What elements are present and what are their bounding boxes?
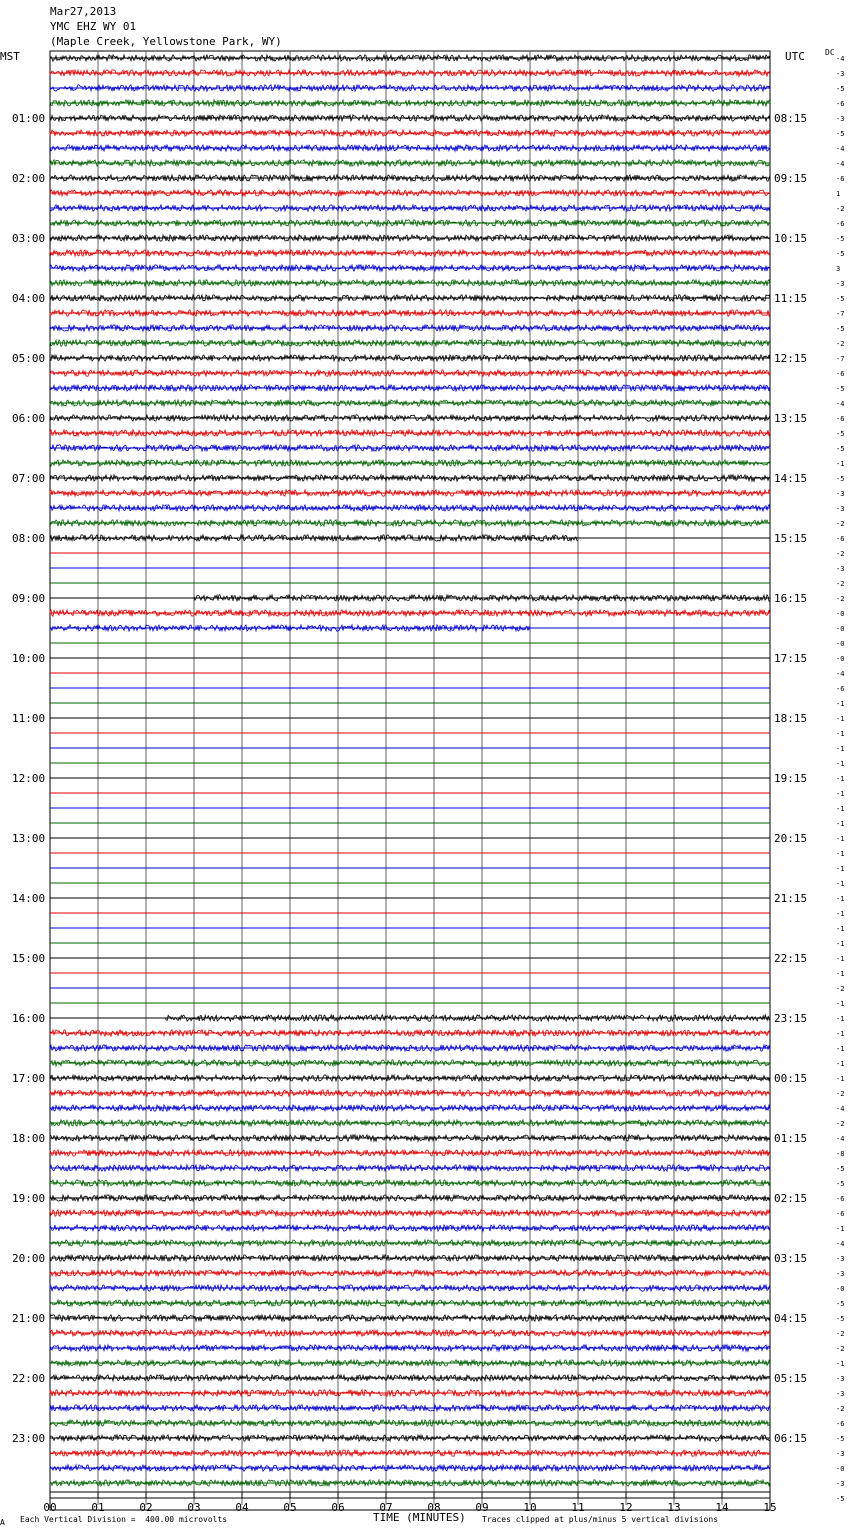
dc-offset-label: -5 [836,85,845,93]
x-tick-label: 15 [763,1501,777,1514]
dc-offset-label: -0 [836,1285,845,1293]
dc-offset-label: 1 [836,190,841,198]
right-hour-label: 00:15 [774,1072,808,1085]
x-tick-label: 05 [283,1501,297,1514]
x-tick-label: 08 [427,1501,441,1514]
dc-offset-label: -5 [836,445,845,453]
dc-offset-label: -6 [836,175,845,183]
dc-offset-label: -0 [836,1465,845,1473]
right-hour-label: 23:15 [774,1012,808,1025]
left-hour-label: 08:00 [12,532,46,545]
dc-offset-label: -4 [836,145,845,153]
right-hour-label: 19:15 [774,772,808,785]
dc-offset-label: -4 [836,160,845,168]
dc-offset-label: -1 [836,1060,845,1068]
dc-offset-label: -3 [836,505,845,513]
dc-offset-label: -3 [836,1375,845,1383]
dc-offset-label: -6 [836,100,845,108]
x-tick-label: 14 [715,1501,729,1514]
right-hour-label: 10:15 [774,232,808,245]
dc-offset-label: -1 [836,865,845,873]
dc-offset-label: -4 [836,670,845,678]
dc-offset-label: -1 [836,910,845,918]
dc-offset-label: -1 [836,835,845,843]
x-tick-label: 01 [91,1501,105,1514]
x-tick-label: 04 [235,1501,249,1514]
left-hour-label: 15:00 [12,952,46,965]
dc-offset-label: -0 [836,640,845,648]
dc-offset-label: -1 [836,955,845,963]
right-hour-label: 03:15 [774,1252,808,1265]
dc-offset-label: -3 [836,70,845,78]
right-hour-label: 08:15 [774,112,808,125]
x-tick-label: 07 [379,1501,393,1514]
trace-signal [50,265,770,271]
right-hour-label: 06:15 [774,1432,808,1445]
x-tick-label: 11 [571,1501,585,1514]
dc-offset-label: -5 [836,1495,845,1503]
dc-offset-label: -4 [836,55,845,63]
left-hour-label: 18:00 [12,1132,46,1145]
dc-offset-label: -1 [836,820,845,828]
dc-offset-label: -1 [836,940,845,948]
left-hour-label: 12:00 [12,772,46,785]
right-hour-label: 20:15 [774,832,808,845]
dc-offset-label: -2 [836,1405,845,1413]
dc-offset-label: -4 [836,400,845,408]
dc-offset-label: -3 [836,1480,845,1488]
dc-offset-label: -6 [836,370,845,378]
dc-offset-label: -2 [836,1120,845,1128]
dc-label: DC [825,48,835,57]
left-hour-label: 17:00 [12,1072,46,1085]
x-tick-label: 02 [139,1501,153,1514]
dc-offset-label: -4 [836,1240,845,1248]
dc-offset-label: -2 [836,520,845,528]
right-hour-label: 13:15 [774,412,808,425]
right-hour-label: 18:15 [774,712,808,725]
dc-offset-label: -1 [836,1360,845,1368]
dc-offset-label: -0 [836,610,845,618]
dc-offset-label: -2 [836,1090,845,1098]
dc-offset-label: -1 [836,745,845,753]
x-tick-label: 03 [187,1501,201,1514]
dc-offset-label: -1 [836,805,845,813]
dc-offset-label: -2 [836,1345,845,1353]
right-timezone: UTC [785,50,805,63]
right-hour-label: 02:15 [774,1192,808,1205]
left-hour-label: 21:00 [12,1312,46,1325]
right-hour-label: 01:15 [774,1132,808,1145]
right-hour-label: 17:15 [774,652,808,665]
dc-offset-label: -5 [836,1165,845,1173]
dc-offset-label: -5 [836,325,845,333]
dc-offset-label: -1 [836,925,845,933]
left-hour-label: 19:00 [12,1192,46,1205]
dc-offset-label: -3 [836,565,845,573]
dc-offset-label: -1 [836,895,845,903]
dc-offset-label: -1 [836,1015,845,1023]
right-hour-label: 16:15 [774,592,808,605]
dc-offset-label: -6 [836,535,845,543]
plot-frame [50,51,770,1510]
right-hour-label: 22:15 [774,952,808,965]
dc-offset-label: -1 [836,700,845,708]
dc-offset-label: -3 [836,115,845,123]
right-hour-label: 05:15 [774,1372,808,1385]
dc-offset-label: -4 [836,1135,845,1143]
right-hour-label: 14:15 [774,472,808,485]
x-tick-label: 13 [667,1501,681,1514]
dc-offset-label: -1 [836,730,845,738]
dc-offset-label: -5 [836,235,845,243]
dc-offset-label: -1 [836,715,845,723]
right-hour-label: 12:15 [774,352,808,365]
trace-signal [165,1015,769,1021]
dc-offset-label: -1 [836,1045,845,1053]
left-hour-label: 09:00 [12,592,46,605]
left-hour-label: 10:00 [12,652,46,665]
dc-offset-label: -1 [836,460,845,468]
dc-offset-label: -1 [836,1075,845,1083]
dc-offset-label: 3 [836,265,841,273]
right-hour-label: 04:15 [774,1312,808,1325]
dc-offset-label: -2 [836,595,845,603]
dc-offset-label: -6 [836,685,845,693]
left-hour-label: 16:00 [12,1012,46,1025]
dc-offset-label: -0 [836,625,845,633]
header-station: YMC EHZ WY 01 [50,20,137,33]
dc-offset-label: -1 [836,1000,845,1008]
left-hour-label: 20:00 [12,1252,46,1265]
header-date: Mar27,2013 [50,5,117,18]
right-hour-label: 09:15 [774,172,808,185]
right-hour-label: 15:15 [774,532,808,545]
left-hour-label: 14:00 [12,892,46,905]
corner-mark: A [0,1518,5,1527]
left-hour-label: 23:00 [12,1432,46,1445]
clip-note: Traces clipped at plus/minus 5 vertical divisions [482,1515,719,1524]
right-hour-label: 11:15 [774,292,808,305]
left-hour-label: 05:00 [12,352,46,365]
dc-offset-label: -5 [836,1300,845,1308]
dc-offset-label: -6 [836,1195,845,1203]
dc-offset-label: -4 [836,1105,845,1113]
x-tick-label: 12 [619,1501,633,1514]
left-hour-label: 03:00 [12,232,46,245]
dc-offset-label: -5 [836,250,845,258]
dc-offset-label: -2 [836,985,845,993]
left-hour-label: 02:00 [12,172,46,185]
header-location: (Maple Creek, Yellowstone Park, WY) [50,35,282,48]
dc-offset-label: -5 [836,475,845,483]
dc-offset-label: -5 [836,1435,845,1443]
dc-offset-label: -3 [836,1450,845,1458]
right-hour-label: 21:15 [774,892,808,905]
dc-offset-label: -6 [836,1420,845,1428]
dc-offset-label: -8 [836,1150,845,1158]
dc-offset-label: -2 [836,205,845,213]
dc-offset-label: -1 [836,775,845,783]
dc-offset-label: -2 [836,340,845,348]
dc-offset-label: -1 [836,970,845,978]
dc-offset-label: -5 [836,385,845,393]
dc-offset-label: -1 [836,790,845,798]
dc-offset-label: -2 [836,580,845,588]
left-hour-label: 22:00 [12,1372,46,1385]
left-hour-label: 06:00 [12,412,46,425]
dc-offset-label: -6 [836,220,845,228]
dc-offset-label: -6 [836,1210,845,1218]
dc-offset-label: -3 [836,280,845,288]
dc-offset-label: -1 [836,880,845,888]
dc-offset-label: -1 [836,850,845,858]
x-tick-label: 10 [523,1501,537,1514]
dc-offset-label: -5 [836,130,845,138]
dc-offset-label: -3 [836,1390,845,1398]
left-hour-label: 01:00 [12,112,46,125]
dc-offset-label: -5 [836,1180,845,1188]
left-hour-label: 07:00 [12,472,46,485]
dc-offset-label: -1 [836,760,845,768]
dc-offset-label: -2 [836,1330,845,1338]
dc-offset-label: -6 [836,415,845,423]
dc-offset-label: -1 [836,1030,845,1038]
left-hour-label: 04:00 [12,292,46,305]
dc-offset-label: -5 [836,430,845,438]
scale-note: Each Vertical Division = 400.00 microvolts [20,1515,228,1524]
dc-offset-label: -7 [836,355,845,363]
left-timezone: MST [0,50,20,63]
dc-offset-label: -3 [836,490,845,498]
trace-signal [50,535,578,541]
dc-offset-label: -5 [836,295,845,303]
dc-offset-label: -1 [836,1225,845,1233]
dc-offset-label: -0 [836,655,845,663]
dc-offset-label: -7 [836,310,845,318]
dc-offset-label: -3 [836,1255,845,1263]
x-tick-label: 09 [475,1501,489,1514]
dc-offset-label: -5 [836,1315,845,1323]
x-tick-label: 06 [331,1501,345,1514]
x-axis-label: TIME (MINUTES) [373,1511,466,1524]
left-hour-label: 13:00 [12,832,46,845]
x-tick-label: 00 [43,1501,57,1514]
dc-offset-label: -2 [836,550,845,558]
left-hour-label: 11:00 [12,712,46,725]
dc-offset-label: -3 [836,1270,845,1278]
